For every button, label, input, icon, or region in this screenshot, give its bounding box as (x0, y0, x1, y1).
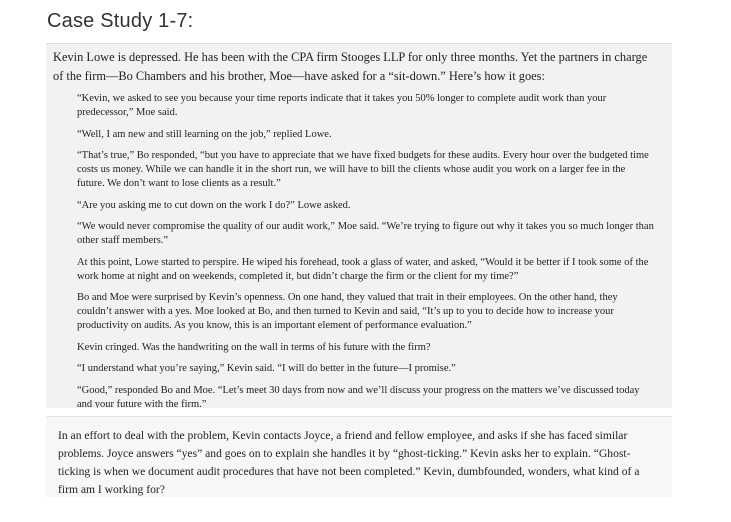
intro-line-1: Kevin Lowe is depressed. He has been with the CPA firm Stooges LLP for only three months. Yet the partners in charge (53, 50, 648, 64)
dialogue-paragraph: “Well, I am new and still learning on the job,” replied Lowe. (77, 128, 332, 140)
dialogue-paragraph: “Kevin, we asked to see you because your time reports indicate that it takes you 50% longer to complete audit work than your predecessor,” Moe said. (77, 93, 607, 118)
dialogue-paragraph: “We would never compromise the quality of our audit work,” Moe said. “We’re trying to figure out why it takes you so much longer than other staff members.” (77, 221, 654, 246)
dialogue-paragraph: Bo and Moe were surprised by Kevin’s openness. On one hand, they valued that trait in their employees. On the other hand, they couldn’t answer with a yes. Moe looked at Bo, and then turned to Kevin and said, “It’s up to you to decide how to increase your productivity on audits. As you know, this is an important element of performance evaluation.” (77, 292, 618, 331)
dialogue-paragraph: “That’s true,” Bo responded, “but you have to appreciate that we have fixed budgets for these audits. Every hour over the budgeted time costs us money. While we can handle it in the short run, we will have to bill the clients whose audit you work on a larger fee in the future. We don’t want to lose clients as a result.” (77, 150, 649, 189)
dialogue-block (77, 92, 655, 408)
closing-paragraph: In an effort to deal with the problem, Kevin contacts Joyce, a friend and fellow employee, and asks if she has faced similar problems. Joyce answers “yes” and goes on to explain she handles it by “ghost-ticking.” Kevin asks her to explain. “Ghost-ticking is when we document audit procedures that have not been completed.” Kevin, dumbfounded, wonders, what kind of a firm am I working for? (58, 429, 640, 496)
page-title: Case Study 1-7: (47, 10, 194, 32)
dialogue-paragraph: At this point, Lowe started to perspire. He wiped his forehead, took a glass of water, and asked, “Would it be better if I took some of the work home at night and on weekends, completed it, but didn’t charge the firm or the client for my time?” (77, 256, 649, 282)
dialogue-paragraph: “Good,” responded Bo and Moe. “Let’s meet 30 days from now and we’ll discuss your progress on the matters we’ve discussed today and your future with the firm.” (77, 384, 640, 408)
case-panel (46, 43, 672, 408)
closing-panel (46, 416, 672, 497)
intro-line-2: of the firm—Bo Chambers and his brother, Moe—have asked for a “sit-down.” Here’s how it goes: (53, 69, 545, 83)
intro-paragraph (53, 48, 672, 86)
dialogue-paragraph: “I understand what you’re saying,” Kevin said. “I will do better in the future—I promise.” (77, 363, 456, 374)
dialogue-paragraph: “Are you asking me to cut down on the work I do?” Lowe asked. (77, 199, 351, 211)
dialogue-paragraph: Kevin cringed. Was the handwriting on the wall in terms of his future with the firm? (77, 341, 431, 353)
